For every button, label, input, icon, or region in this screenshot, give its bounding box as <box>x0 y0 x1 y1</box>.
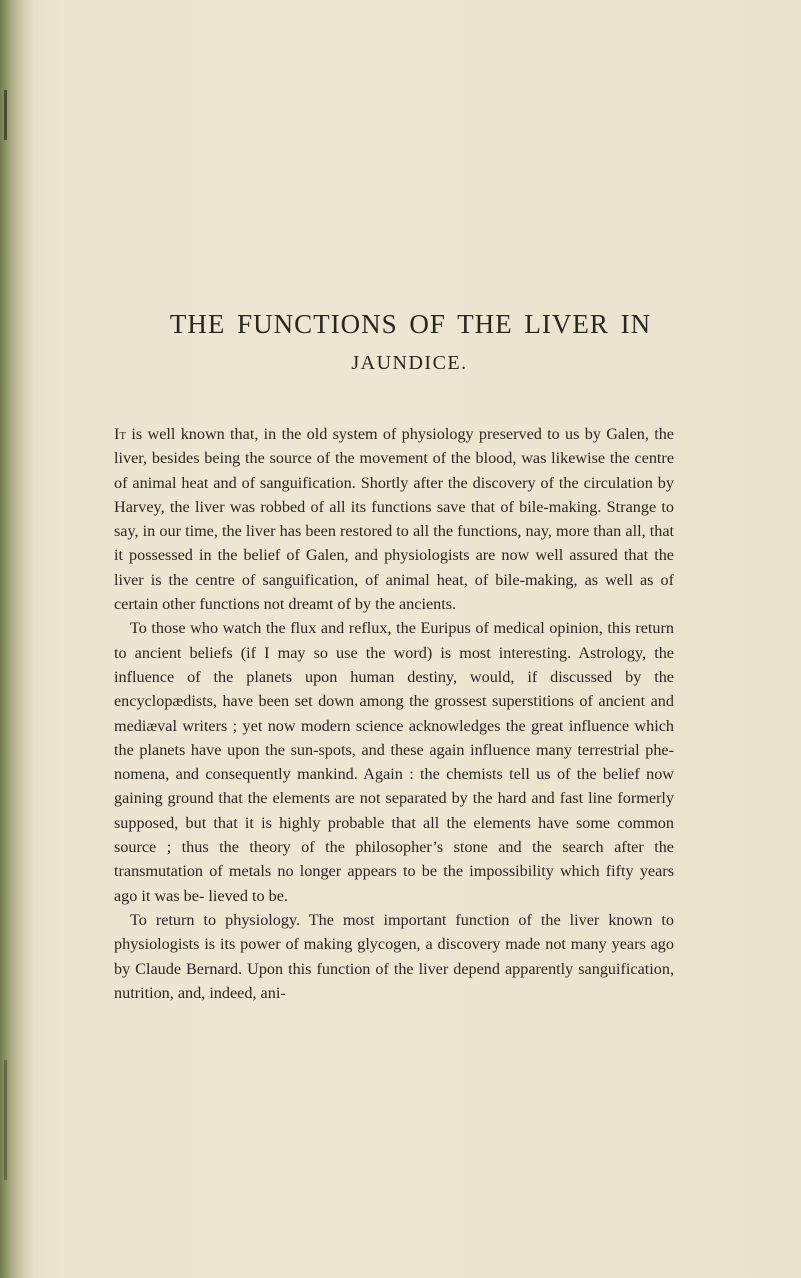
chapter-title-line-2: JAUNDICE. <box>351 352 468 374</box>
paragraph-lead-word: It <box>114 425 127 443</box>
chapter-title <box>0 308 801 377</box>
paragraph: To return to physiology. The most important function of the liver known to physiologists is its power of making glycogen, a discovery made not many years ago by Claude Bernard. Upon this function of the liver depend apparently sanguification, nutrition, and, indeed, ani- <box>114 910 674 1002</box>
body-text <box>114 422 674 1005</box>
paragraph: To those who watch the flux and reflux, the Euripus of medical opinion, this return to ancient beliefs (if I may so use the word) is most interesting. Astrology, the influence of the planets upon human destiny, would, if discussed by the encyclopædists, have been set down among the grossest superstitions of ancient and mediæval writers ; yet now modern science acknowledges the great influence which the planets have upon the sun-spots, and these again influence many terrestrial phe- nomena, and consequently mankind. Again : the chemists tell us of the belief now gaining ground that the elements are not separated by the hard and fast line formerly supposed, but that it is highly probable that all the elements have some common source ; thus the theory of the philosopher’s stone and the search after the transmutation of metals no longer appears to be the impossibility which fifty years ago it was be- lieved to be. <box>114 619 674 905</box>
edge-shadow-mark <box>4 1060 7 1180</box>
paragraph-text: is well known that, in the old system of physiology preserved to us by Galen, the liver, besides being the source of the movement of the blood, was likewise the centre of animal heat and of sanguification. Shortly after the discovery of the circulation by Harvey, the liver was robbed of all its functions save that of bile-making. Strange to say, in our time, the liver has been restored to all the functions, nay, more than all, that it possessed in the belief of Galen, and physiologists are now well assured that the liver is the centre of sanguification, of animal heat, of bile-making, as well as of certain other functions not dreamt of by the ancients. <box>114 425 674 614</box>
chapter-title-line-1: THE FUNCTIONS OF THE LIVER IN <box>169 309 652 339</box>
paragraph <box>114 422 674 616</box>
edge-shadow-mark <box>4 90 7 140</box>
